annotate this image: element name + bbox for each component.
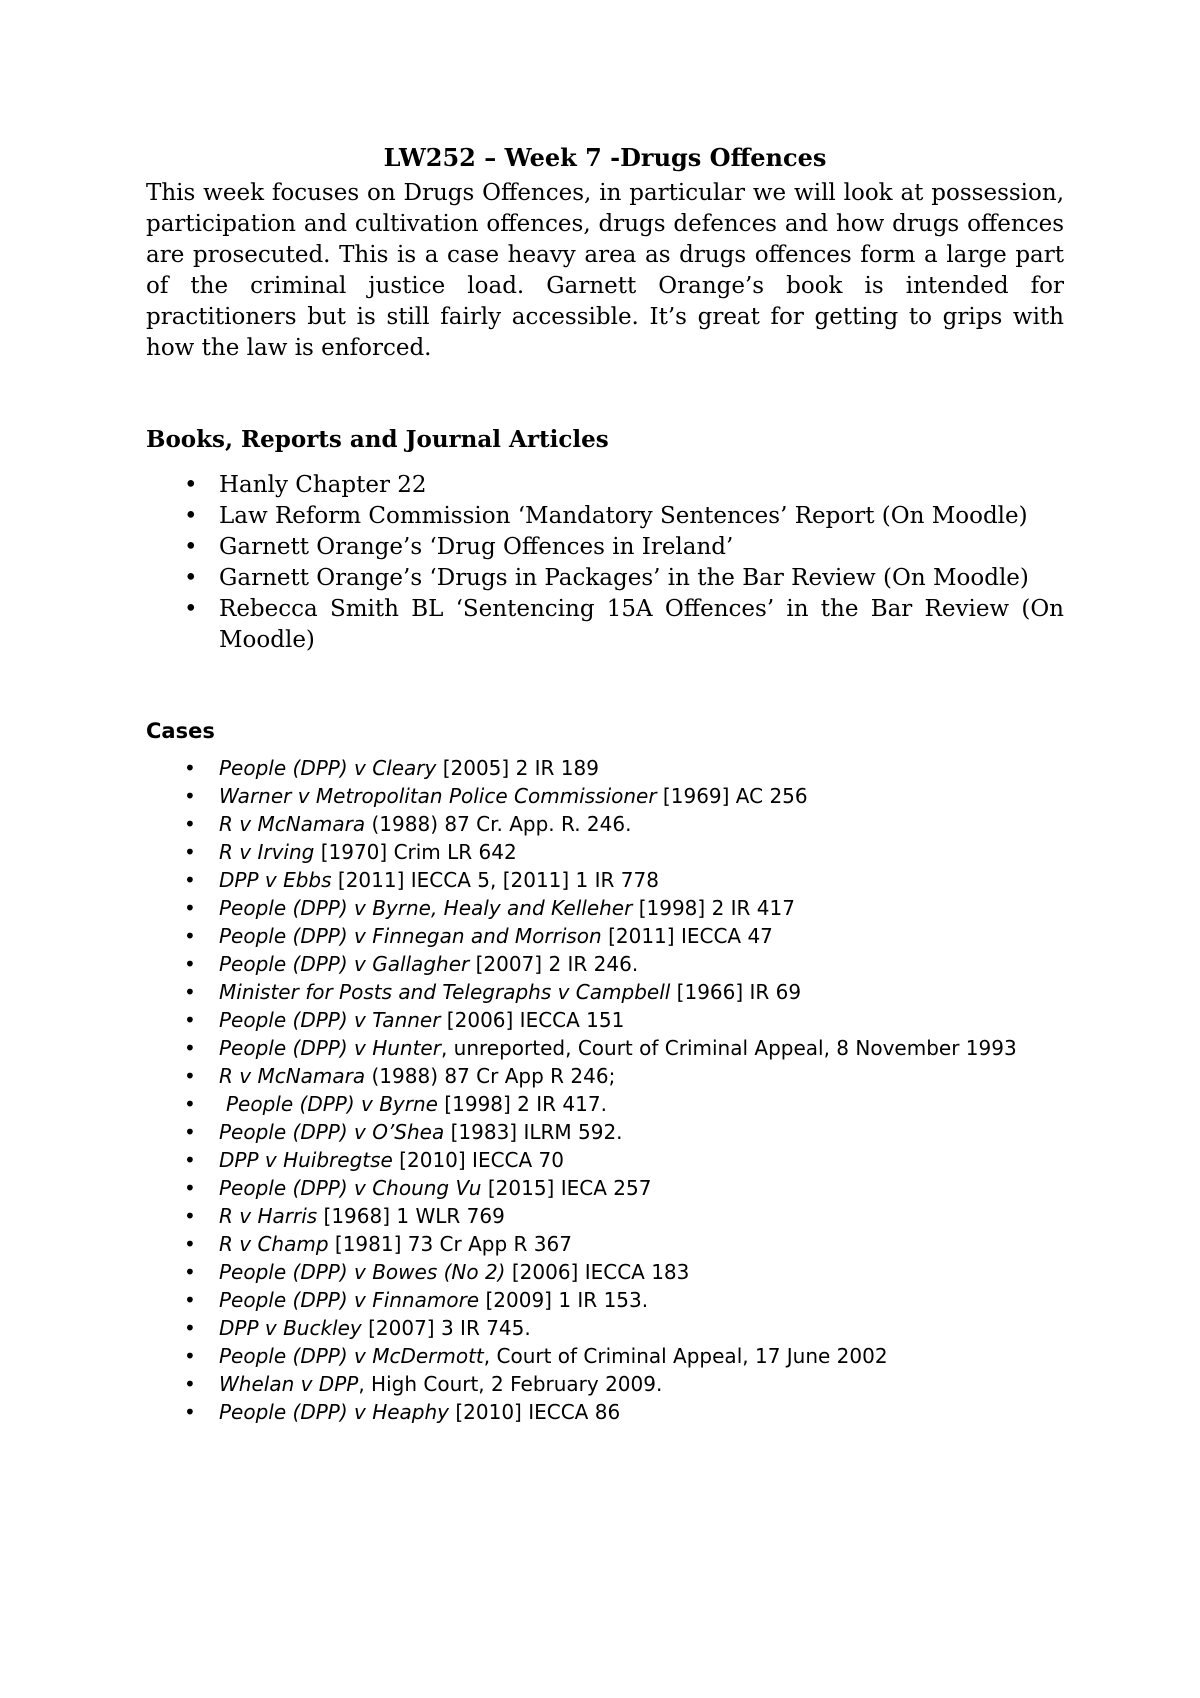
case-item [146, 1286, 1064, 1314]
case-citation: [2011] IECCA 5, [2011] 1 IR 778 [331, 868, 659, 892]
case-name: People (DPP) v O’Shea [219, 1120, 445, 1144]
book-item [146, 594, 1064, 656]
document-page [146, 140, 1064, 1426]
bullet-icon: • [184, 1148, 196, 1172]
case-item [146, 922, 1064, 950]
book-text: Hanly Chapter 22 [219, 472, 427, 498]
bullet-icon: • [184, 1008, 196, 1032]
bullet-icon: • [184, 565, 198, 591]
book-item [146, 563, 1064, 594]
case-name: Warner v Metropolitan Police Commissioner [219, 784, 657, 808]
case-citation: , High Court, 2 February 2009. [358, 1372, 663, 1396]
bullet-icon: • [184, 1232, 196, 1256]
intro-paragraph: This week focuses on Drugs Offences, in particular we will look at possession, participation and cultivation offences, drugs defences and how drugs offences are prosecuted. This is a case heavy area as drugs offences form a large part of the criminal justice load. Garnett Orange’s book is intended for practitioners but is still fairly accessible. It’s great for getting to grips with how the law is enforced. [146, 180, 1064, 361]
case-item [146, 1230, 1064, 1258]
bullet-icon: • [184, 1120, 196, 1144]
case-name: R v Irving [219, 840, 315, 864]
book-text: Garnett Orange’s ‘Drug Offences in Ireland’ [219, 534, 734, 560]
bullet-icon: • [184, 1288, 196, 1312]
case-name: DPP v Ebbs [219, 868, 332, 892]
bullet-icon: • [184, 1204, 196, 1228]
case-name: R v McNamara [219, 1064, 366, 1088]
bullet-icon: • [184, 1092, 196, 1116]
case-item [146, 1314, 1064, 1342]
case-citation: [2005] 2 IR 189 [436, 756, 599, 780]
case-item [146, 1370, 1064, 1398]
bullet-icon: • [184, 1400, 196, 1424]
case-item [146, 838, 1064, 866]
book-text: Law Reform Commission ‘Mandatory Sentences’ Report (On Moodle) [219, 503, 1028, 529]
bullet-icon: • [184, 1260, 196, 1284]
case-citation: , Court of Criminal Appeal, 17 June 2002 [483, 1344, 888, 1368]
bullet-icon: • [184, 784, 196, 808]
bullet-icon: • [184, 812, 196, 836]
books-list [146, 470, 1064, 656]
bullet-icon: • [184, 1316, 196, 1340]
case-citation: (1988) 87 Cr App R 246; [365, 1064, 616, 1088]
case-item [146, 866, 1064, 894]
case-item [146, 1034, 1064, 1062]
case-name: People (DPP) v Cleary [219, 756, 437, 780]
case-item [146, 1118, 1064, 1146]
case-name: People (DPP) v Gallagher [219, 952, 470, 976]
cases-heading: Cases [146, 719, 215, 743]
case-item [146, 782, 1064, 810]
case-item [146, 894, 1064, 922]
bullet-icon: • [184, 1344, 196, 1368]
case-citation: [1966] IR 69 [670, 980, 802, 1004]
case-name: People (DPP) v Finnegan and Morrison [219, 924, 602, 948]
book-text: Rebecca Smith BL ‘Sentencing 15A Offences’ in the Bar Review (On Moodle) [219, 596, 1064, 653]
case-citation: [1998] 2 IR 417 [632, 896, 795, 920]
case-citation: [1981] 73 Cr App R 367 [328, 1232, 572, 1256]
case-name: People (DPP) v Bowes (No 2) [219, 1260, 506, 1284]
case-citation: [1983] ILRM 592. [444, 1120, 623, 1144]
case-citation: [2015] IECA 257 [481, 1176, 652, 1200]
bullet-icon: • [184, 756, 196, 780]
case-citation: [2009] 1 IR 153. [479, 1288, 649, 1312]
case-citation: [1998] 2 IR 417. [437, 1092, 607, 1116]
book-item [146, 470, 1064, 501]
bullet-icon: • [184, 596, 198, 622]
case-name: People (DPP) v McDermott [219, 1344, 484, 1368]
bullet-icon: • [184, 1064, 196, 1088]
case-item [146, 1146, 1064, 1174]
bullet-icon: • [184, 534, 198, 560]
books-heading: Books, Reports and Journal Articles [146, 426, 609, 453]
bullet-icon: • [184, 472, 198, 498]
case-citation: [2007] 2 IR 246. [469, 952, 639, 976]
case-name: R v Harris [219, 1204, 318, 1228]
case-citation: [2006] IECCA 151 [440, 1008, 625, 1032]
case-item [146, 978, 1064, 1006]
case-citation: [2010] IECCA 86 [449, 1400, 621, 1424]
bullet-icon: • [184, 1036, 196, 1060]
case-item [146, 1174, 1064, 1202]
book-item [146, 532, 1064, 563]
bullet-icon: • [184, 503, 198, 529]
book-item [146, 501, 1064, 532]
case-name: People (DPP) v Choung Vu [219, 1176, 482, 1200]
book-text: Garnett Orange’s ‘Drugs in Packages’ in the Bar Review (On Moodle) [219, 565, 1029, 591]
bullet-icon: • [184, 896, 196, 920]
bullet-icon: • [184, 1372, 196, 1396]
case-name: R v Champ [219, 1232, 329, 1256]
case-item [146, 1258, 1064, 1286]
case-name: People (DPP) v Heaphy [219, 1400, 449, 1424]
case-citation: [2010] IECCA 70 [392, 1148, 564, 1172]
case-citation: [1970] Crim LR 642 [314, 840, 517, 864]
case-item [146, 1202, 1064, 1230]
case-item [146, 1090, 1064, 1118]
case-name: DPP v Buckley [219, 1316, 362, 1340]
case-citation: , unreported, Court of Criminal Appeal, 8 November 1993 [440, 1036, 1017, 1060]
bullet-icon: • [184, 1176, 196, 1200]
case-name: R v McNamara [219, 812, 366, 836]
case-item [146, 1006, 1064, 1034]
case-item [146, 1398, 1064, 1426]
bullet-icon: • [184, 924, 196, 948]
case-citation: [2011] IECCA 47 [601, 924, 773, 948]
case-name: DPP v Huibregtse [219, 1148, 393, 1172]
case-name: People (DPP) v Tanner [219, 1008, 441, 1032]
case-name: Whelan v DPP [219, 1372, 359, 1396]
case-name: People (DPP) v Byrne [226, 1092, 438, 1116]
case-item [146, 754, 1064, 782]
case-citation: [1968] 1 WLR 769 [317, 1204, 505, 1228]
bullet-icon: • [184, 868, 196, 892]
case-citation: [2006] IECCA 183 [505, 1260, 690, 1284]
case-name: People (DPP) v Byrne, Healy and Kelleher [219, 896, 633, 920]
case-citation: (1988) 87 Cr. App. R. 246. [365, 812, 632, 836]
case-item [146, 810, 1064, 838]
bullet-icon: • [184, 980, 196, 1004]
case-item [146, 950, 1064, 978]
case-name: People (DPP) v Finnamore [219, 1288, 480, 1312]
bullet-icon: • [184, 952, 196, 976]
case-item [146, 1062, 1064, 1090]
bullet-icon: • [184, 840, 196, 864]
document-title: LW252 – Week 7 -Drugs Offences [383, 143, 827, 172]
case-name: People (DPP) v Hunter [219, 1036, 441, 1060]
case-name: Minister for Posts and Telegraphs v Campbell [219, 980, 671, 1004]
case-item [146, 1342, 1064, 1370]
case-citation: [2007] 3 IR 745. [361, 1316, 531, 1340]
cases-list [146, 754, 1064, 1426]
case-citation: [1969] AC 256 [656, 784, 808, 808]
